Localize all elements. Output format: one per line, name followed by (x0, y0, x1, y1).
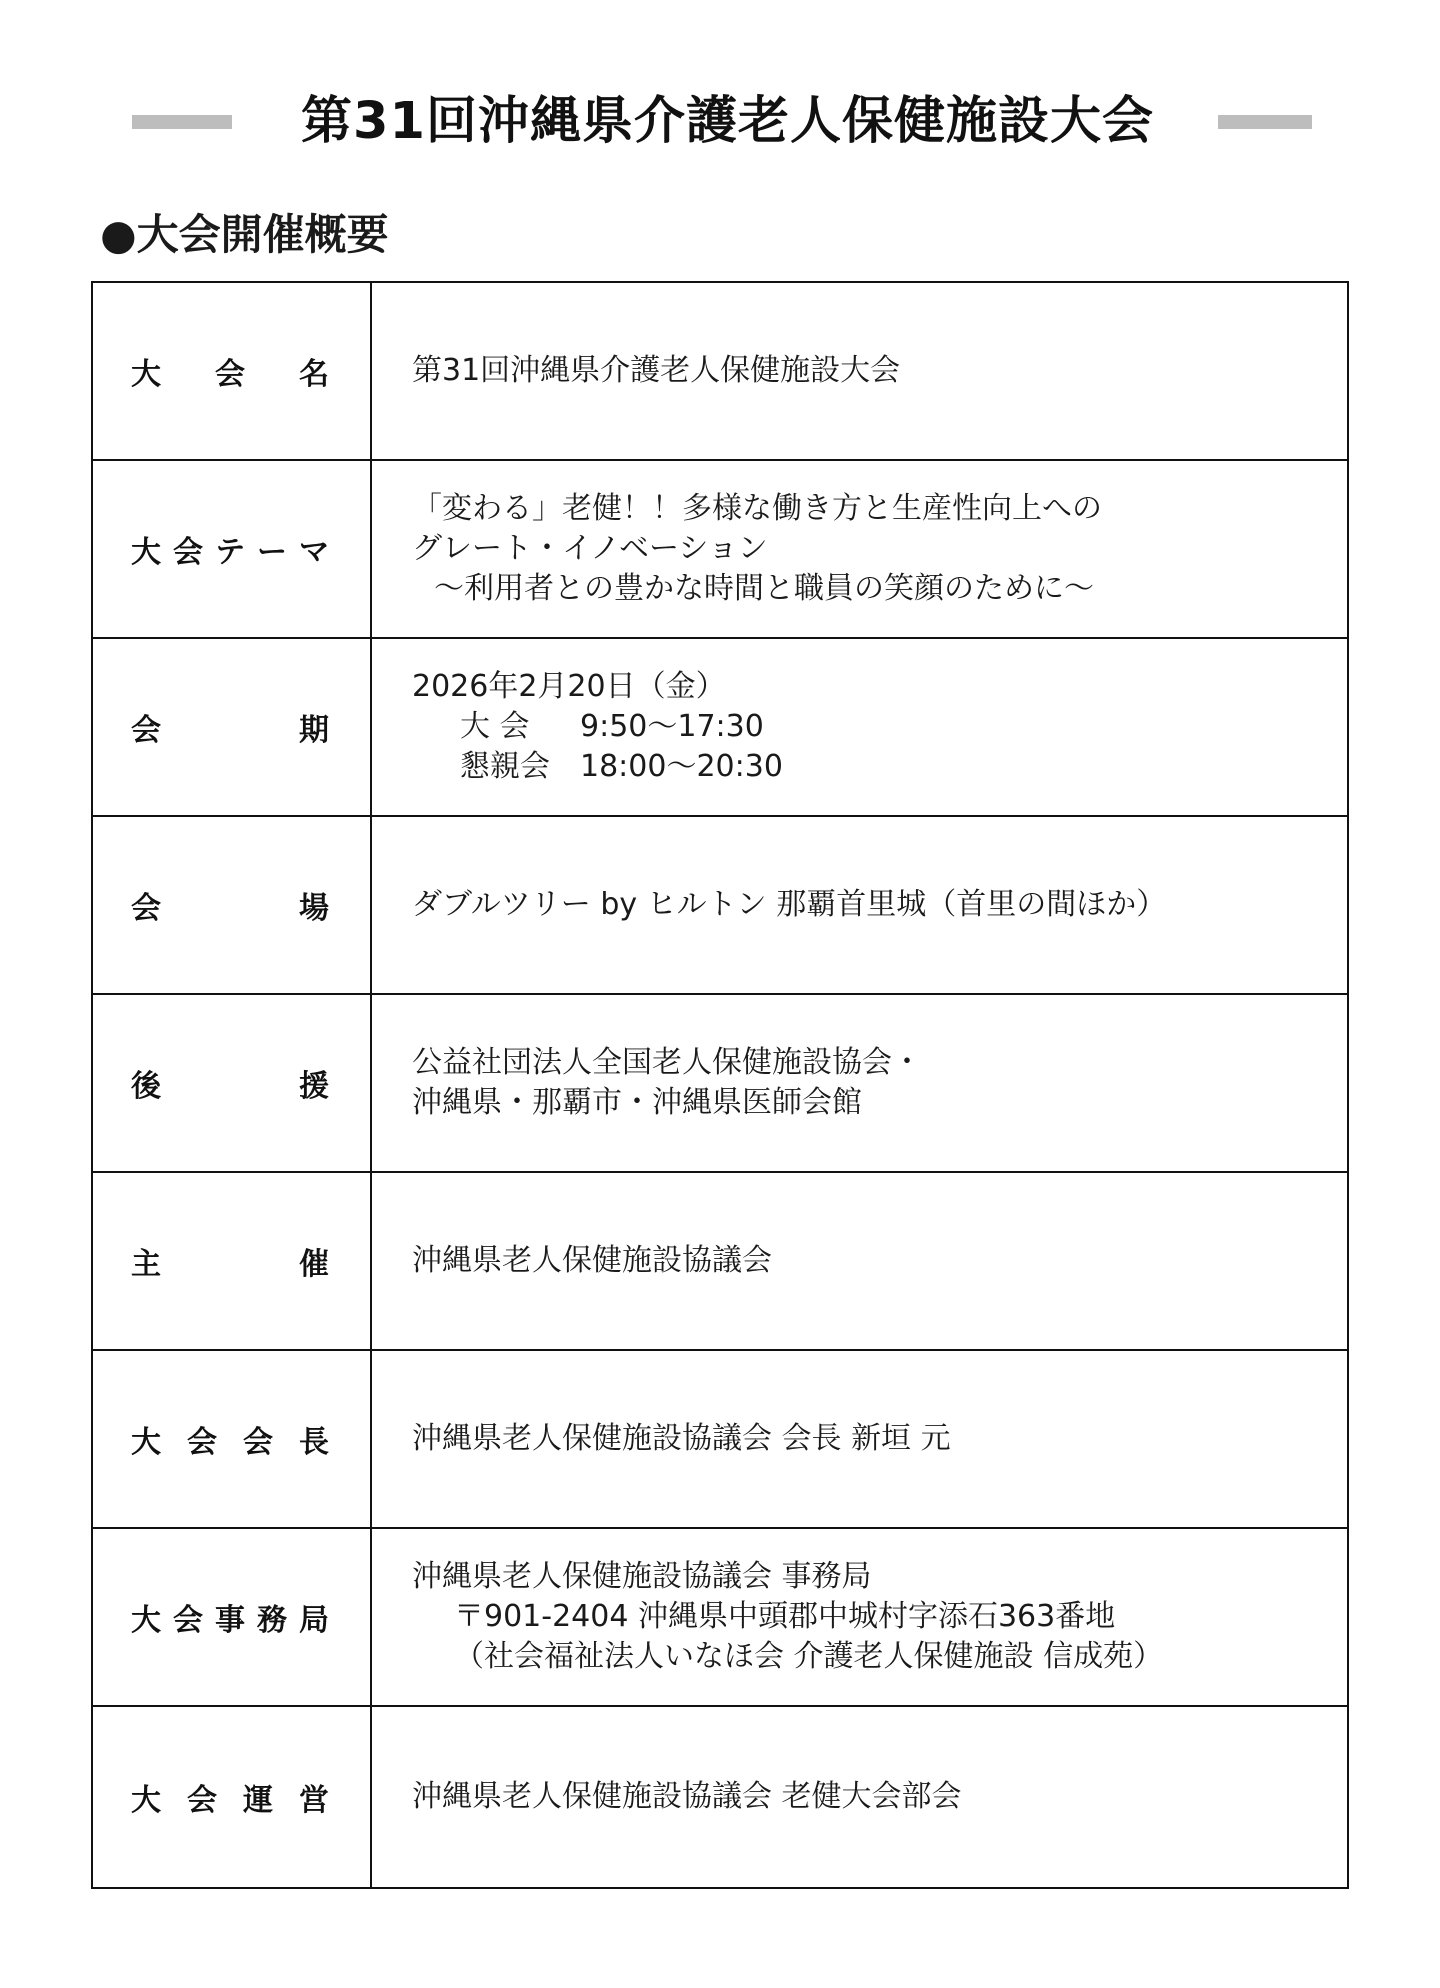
label-char: 大 (131, 1783, 161, 1818)
label-char: 会 (243, 1425, 273, 1460)
label-char: 会 (131, 891, 161, 926)
president-value: 沖縄県老人保健施設協議会 会長 新垣 元 (412, 1421, 951, 1456)
label-char: 大 (131, 357, 161, 392)
schedule-conference (412, 707, 1347, 747)
table-row-name (93, 283, 1347, 461)
label-char: 会 (173, 535, 203, 570)
table-row-period (93, 639, 1347, 817)
label-char: 長 (299, 1425, 329, 1460)
table-row-organizer (93, 1173, 1347, 1351)
row-label-organizer (131, 1239, 329, 1283)
label-char: テ (215, 535, 245, 570)
row-value-cell (372, 461, 1347, 637)
row-label-cell (93, 461, 372, 637)
label-char: 場 (299, 891, 329, 926)
conference-name-value: 第31回沖縄県介護老人保健施設大会 (412, 353, 901, 388)
row-value-cell (372, 1351, 1347, 1527)
row-label-cell (93, 1707, 372, 1887)
overview-table (91, 281, 1349, 1889)
row-label-cell (93, 1529, 372, 1705)
support-line-2: 沖縄県・那覇市・沖縄県医師会館 (412, 1085, 862, 1120)
period-date: 2026年2月20日（金） (412, 669, 726, 704)
schedule-conference-time: 9:50～17:30 (580, 709, 764, 744)
theme-line-1: 「変わる」老健！！多様な働き方と生産性向上への (412, 491, 1102, 526)
label-char: ー (257, 535, 287, 570)
row-label-president (131, 1417, 329, 1461)
label-char: 名 (299, 357, 329, 392)
table-row-secretariat (93, 1529, 1347, 1707)
label-char: 会 (131, 713, 161, 748)
label-char: 局 (299, 1603, 329, 1638)
schedule-conference-label: 大 会 (460, 709, 530, 744)
secretariat-line-3: （社会福祉法人いなほ会 介護老人保健施設 信成苑） (454, 1639, 1164, 1674)
section-heading: ●大会開催概要 (100, 210, 389, 259)
table-row-venue (93, 817, 1347, 995)
theme-line-2: グレート・イノベーション (412, 531, 768, 566)
schedule-reception-time: 18:00～20:30 (580, 749, 783, 784)
row-label-name (131, 349, 329, 393)
label-char: 大 (131, 1425, 161, 1460)
row-value-cell (372, 639, 1347, 815)
schedule-reception (412, 747, 1347, 787)
theme-line-3: ～利用者との豊かな時間と職員の笑顔のために～ (434, 571, 1094, 606)
row-value-cell (372, 995, 1347, 1171)
row-label-cell (93, 1173, 372, 1349)
label-char: 会 (187, 1783, 217, 1818)
label-char: 会 (187, 1425, 217, 1460)
schedule-reception-label: 懇親会 (460, 749, 550, 784)
row-label-cell (93, 283, 372, 459)
row-value-cell (372, 817, 1347, 993)
table-row-president (93, 1351, 1347, 1529)
row-label-cell (93, 1351, 372, 1527)
row-label-operation (131, 1775, 329, 1819)
row-label-cell (93, 995, 372, 1171)
label-char: マ (299, 535, 329, 570)
table-row-theme (93, 461, 1347, 639)
label-char: 会 (215, 357, 245, 392)
organizer-value: 沖縄県老人保健施設協議会 (412, 1243, 772, 1278)
secretariat-line-1: 沖縄県老人保健施設協議会 事務局 (412, 1559, 872, 1594)
label-char: 運 (243, 1783, 273, 1818)
label-char: 大 (131, 1603, 161, 1638)
table-row-operation (93, 1707, 1347, 1887)
label-char: 会 (173, 1603, 203, 1638)
row-label-support (131, 1061, 329, 1105)
label-char: 援 (299, 1069, 329, 1104)
secretariat-address: 〒901-2404 沖縄県中頭郡中城村字添石363番地 (454, 1599, 1116, 1634)
label-char: 務 (257, 1603, 287, 1638)
row-label-period (131, 705, 329, 749)
title-row (0, 82, 1440, 162)
row-value-cell (372, 1529, 1347, 1705)
row-value-cell (372, 1707, 1347, 1887)
label-char: 後 (131, 1069, 161, 1104)
row-value-cell (372, 283, 1347, 459)
operation-value: 沖縄県老人保健施設協議会 老健大会部会 (412, 1779, 962, 1814)
title-decoration-right (1218, 115, 1312, 129)
page-title: 第31回沖縄県介護老人保健施設大会 (301, 92, 1154, 151)
support-line-1: 公益社団法人全国老人保健施設協会・ (412, 1045, 922, 1080)
row-label-secretariat (131, 1595, 329, 1639)
table-row-support (93, 995, 1347, 1173)
title-decoration-left (132, 115, 232, 129)
label-char: 営 (299, 1783, 329, 1818)
label-char: 催 (299, 1247, 329, 1282)
row-label-cell (93, 817, 372, 993)
venue-value: ダブルツリー by ヒルトン 那覇首里城（首里の間ほか） (412, 887, 1167, 922)
label-char: 事 (215, 1603, 245, 1638)
label-char: 大 (131, 535, 161, 570)
label-char: 期 (299, 713, 329, 748)
row-label-venue (131, 883, 329, 927)
row-label-cell (93, 639, 372, 815)
label-char: 主 (131, 1247, 161, 1282)
row-label-theme (131, 527, 329, 571)
row-value-cell (372, 1173, 1347, 1349)
